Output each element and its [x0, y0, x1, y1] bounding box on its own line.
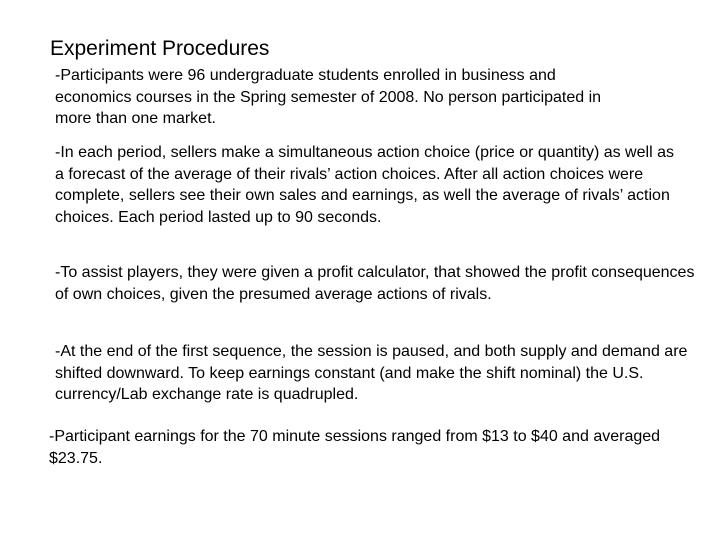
paragraph-sequence-shift: -At the end of the first sequence, the session is paused, and both supply and demand are shifted downward. To keep earnings constant (and make the shift nominal) the U.S. currency/Lab exchange rate is quadrupled.: [55, 343, 688, 403]
paragraph-earnings: -Participant earnings for the 70 minute sessions ranged from $13 to $40 and averaged $23.75.: [49, 428, 661, 467]
paragraph-period-actions: -In each period, sellers make a simultaneous action choice (price or quantity) as well as a forecast of the average of their rivals’ action choices. After all action choices were complete, sellers see their own sales and earnings, as well the average of rivals’ action choices. Each period lasted up to 90 seconds.: [55, 144, 674, 226]
paragraph-profit-calculator: -To assist players, they were given a profit calculator, that showed the profit consequences of own choices, given the presumed average actions of rivals.: [55, 264, 695, 303]
paragraph-participants: -Participants were 96 undergraduate students enrolled in business and economics courses in the Spring semester of 2008. No person participated in more than one market.: [55, 67, 602, 127]
slide-title: Experiment Procedures: [50, 37, 270, 60]
